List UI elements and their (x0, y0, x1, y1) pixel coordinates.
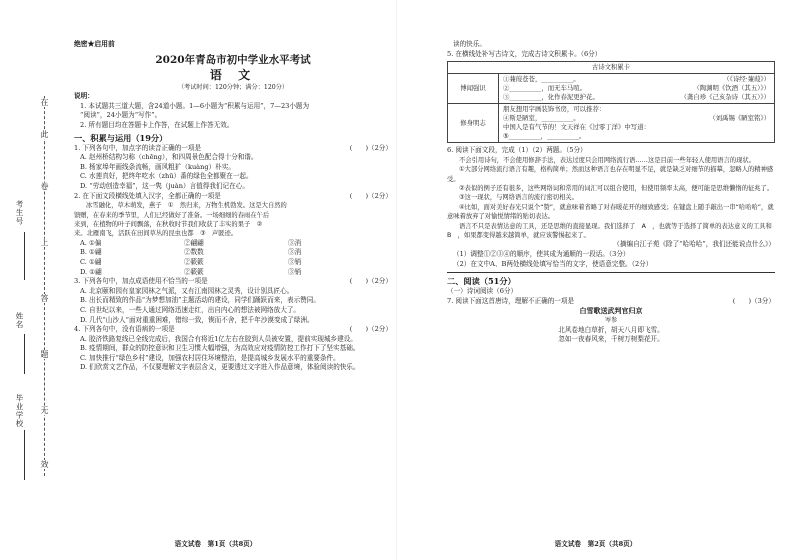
q3-stem: 3. 下列各句中，加点成语使用不恰当的一项是 (74, 277, 208, 286)
seal-char: 上 (40, 238, 49, 247)
card-line: ②__________，而无车马喧。 (503, 84, 587, 93)
field-line (24, 334, 25, 374)
option-row (74, 258, 392, 268)
passage-line: 来到，在植物的叶子间飘落，在秋收时节我们收获了丰实的果子 ② (74, 220, 269, 228)
q1-score: ( )（2分） (349, 143, 392, 152)
note-line: 1. 本试题共三道大题，含24道小题。1—6小题为“积累与运用”，7—23小题为 (80, 101, 310, 110)
passage-paragraph: ④比如，面对美好春光只说个“赞”，就意味着省略了对春暖花开的细致感受；在键盘上随手敲出一串“哈哈哈”，就意味着放弃了对愉悦情绪的贴切表达。 (447, 203, 774, 221)
question-stem (74, 144, 392, 154)
field-name: 姓名 (15, 312, 24, 329)
seal-char: 无 (40, 406, 49, 415)
section-rule (447, 272, 775, 273)
option: A. ①偏 (80, 238, 102, 247)
card-category: 博闻强识 (448, 74, 499, 104)
poem-title: 白雪歌送武判官归京 (579, 306, 643, 316)
option: B. ①翩 (80, 248, 102, 257)
option: ③消 (288, 238, 302, 247)
passage-source: （摘编自江子苑《除了“哈哈哈”，我们还能说点什么》） (613, 240, 775, 249)
option: B. 出长而精致的作品“为梦想加油”主题活动的建设，同学们踊跃而来，表示赞同。 (80, 296, 320, 305)
card-lines (499, 104, 775, 143)
card-title: 古诗文积累卡 (448, 62, 775, 74)
question-stem (447, 297, 775, 307)
option: A. 北京颐和园有皇家园林之气派，又有江南园林之灵秀，设计别具匠心。 (80, 286, 294, 295)
q2-stem: 2. 在下面文段横线处填入汉字，全都正确的一项是 (74, 191, 221, 200)
poem-line: 忽如一夜春风来，千树万树梨花开。 (558, 335, 664, 344)
question-stem (74, 325, 392, 335)
passage-line: 来。北雁南飞，活跃在田间草丛的昆虫也都 ③ 声匿迹。 (74, 230, 238, 238)
card-line: ③__________，化作春泥更护花。 (503, 93, 599, 102)
exam-title: 2020年青岛市初中学业水平考试 (155, 53, 311, 66)
option: B. 杨家埠年画线条流畅，画风粗犷（kuàng）朴实。 (80, 162, 235, 171)
option-row (74, 268, 392, 278)
card-line: ④斯是陋室，__________。 (503, 114, 580, 123)
right-content (447, 40, 779, 345)
card-line: ①蒹葭苍苍，__________。 (503, 75, 580, 84)
option: ②簌簌 (184, 257, 204, 266)
option: ②翩翩 (184, 238, 204, 247)
card-source: （陶渊明《饮酒（其五）》） (693, 84, 770, 93)
binding-margin (0, 0, 68, 560)
exam-subject: 语 文 (209, 67, 257, 82)
option-row (74, 239, 392, 249)
poetry-card (447, 61, 775, 143)
subsection-heading: （一）诗词阅读（6分） (447, 287, 518, 296)
field-line (24, 232, 25, 280)
passage-paragraph: 不会引用诗句，不会使用修辞手法，表达过度只会用网络流行语……这是目前一些年轻人使用语言的现状。 (459, 156, 755, 164)
field-exam-number: 考生号 (15, 200, 24, 226)
time-info: （考试时间：120分钟；满分：120分） (177, 83, 289, 91)
question-stem (74, 277, 392, 287)
option: B. 疫情期间，群众的防控意识和卫生习惯大幅增强，为高效应对疫情防控工作打下了坚实基础。 (80, 344, 360, 353)
q4-score: ( )（2分） (349, 325, 392, 334)
seal-char: 效 (40, 460, 49, 469)
option: D. “劳动创造幸福”，这一隽（juàn）言值得我们记在心。 (80, 181, 249, 190)
passage-paragraph: ③这一现状，与网络语言的流行密切相关。 (459, 194, 578, 202)
note-line: “阅读”，24小题为“写作”。 (80, 111, 162, 120)
q5-stem: 5. 在横线处补写古诗文，完成古诗文积累卡。（6分） (447, 49, 602, 58)
continued-line: 读的快乐。 (453, 40, 486, 48)
sub-question: （1）调整①②③④的顺序，使其成为通顺的一段话。（3分） (453, 250, 630, 259)
card-lines (499, 74, 775, 104)
q7-stem: 7. 阅读下面这首唐诗，理解不正确的一项是 (447, 296, 575, 305)
option: A. 赵州桥结构匀称（chēng），和四周景色配合得十分和谐。 (80, 153, 258, 162)
q2-score: ( )（2分） (349, 191, 392, 200)
right-page (397, 0, 794, 560)
page-footer: 语文试卷 第1页（共8页） (174, 540, 257, 548)
notes-title: 说明： (74, 92, 94, 101)
sub-question: （2）在文中A、B两处横线处填写恰当的文字，使语意完整。（2分） (453, 259, 653, 268)
seal-char: 题 (40, 350, 49, 359)
q3-score: ( )（2分） (349, 277, 392, 286)
card-source: （《诗经·蒹葭》） (723, 75, 770, 84)
seal-line (44, 96, 45, 476)
passage-line: 馈赠，在春来的季节里，人们已经做好了准备。一场细细的春雨在午后 (74, 211, 270, 219)
poem-line: 北风卷地白草折，胡天八月即飞雪。 (558, 325, 664, 334)
q4-stem: 4. 下列各句中，没有语病的一项是 (74, 325, 175, 334)
section-heading: 一、积累与运用（19分） (74, 132, 168, 143)
option: ③销 (288, 257, 302, 266)
passage-line: 冰雪融化，草木萌发，燕子 ① 然归来，万物生机勃发。这是大自然的 (86, 202, 287, 210)
section-heading: 二、阅读（51分） (447, 276, 516, 287)
option: D. 几代“山沙人”面对重重困难，错综一致，锲而不舍，把千年沙漠变成了绿洲。 (80, 315, 314, 324)
field-line (24, 430, 25, 480)
poem-author: 岑参 (604, 317, 618, 324)
passage-paragraph: ①大部分网络流行语言有趣，格构简单；然而这种语言也存在明显不足，就是缺乏对细节的描摹，忽略人的精神感受。 (447, 166, 774, 183)
question-stem (74, 192, 392, 202)
option: A. 胶济铁路复线已全线完成后，我国合有将近1亿左右在胶到人员被安置，提前实现城乡建设。 (80, 334, 357, 343)
option: D. ①翩 (80, 267, 102, 276)
option: ②数数 (184, 248, 204, 257)
page-footer: 语文试卷 第2页（共8页） (554, 540, 637, 548)
field-school: 毕业学校 (15, 394, 24, 428)
option: ②簌簌 (184, 267, 204, 276)
passage-paragraph: 语言不只是表情达意的工具，还是思维的直接显现。我们选择了 A ，也就等于选择了简单的表达意义的工具和 B ，如果都变得越来越简单，就应该警惕起来了。 (447, 222, 779, 240)
card-source: （龚自珍《己亥杂诗（其五）》） (680, 93, 770, 102)
seal-char: 卷 (40, 182, 49, 191)
option: C. 加快推行“绿色乡村”建设，加强农村居住环境整治，是提高城乡发展水平的重要条件。 (80, 353, 340, 362)
card-line: 朋友想用字画装饰书房，可以推荐： (503, 105, 606, 114)
q1-stem: 1. 下列各句中，加点字的读音正确的一项是 (74, 143, 202, 152)
option: C. ①翩 (80, 257, 102, 266)
option-row (74, 248, 392, 258)
note-line: 2. 所有题目均在答题卡上作答，在试题上作答无效。 (80, 120, 234, 129)
card-category: 修身明志 (448, 104, 499, 143)
q7-score: ( )（3分） (732, 296, 775, 305)
left-content (74, 40, 392, 373)
option: D. 们欣赏文艺作品，不仅要理解文字表层含义，更要透过文字进入作品意境，体验阅读的快乐。 (80, 363, 360, 372)
seal-char: 在 (40, 98, 49, 107)
option: C. 自世纪以来，一些人通过网络迅速走红，出自内心的想法被网络放大了。 (80, 305, 301, 314)
option: ③销 (288, 267, 302, 276)
q6-stem: 6. 阅读下面文段，完成（1）（2）两题。（5分） (447, 146, 587, 155)
card-line: ⑤__________，__________。 (503, 132, 586, 141)
passage-paragraph: ②表似的例子还有很多，这些网络词和常用的词汇可以组合使用，但使用频率太高，便可能是思维懒惰的征兆了。 (459, 185, 774, 192)
seal-char: 答 (40, 294, 49, 303)
card-line: 中国人是有气节的！文天祥在《过零丁洋》中写道： (503, 123, 650, 132)
seal-char: 此 (40, 130, 49, 139)
option: ③消 (288, 248, 302, 257)
option: C. 水莲真好，把终年吃水（zhū）番的绿色全都聚在一起。 (80, 172, 253, 181)
secret-label: 绝密★启用前 (74, 40, 115, 48)
card-source: （刘禹锡《陋室铭》） (709, 114, 770, 123)
